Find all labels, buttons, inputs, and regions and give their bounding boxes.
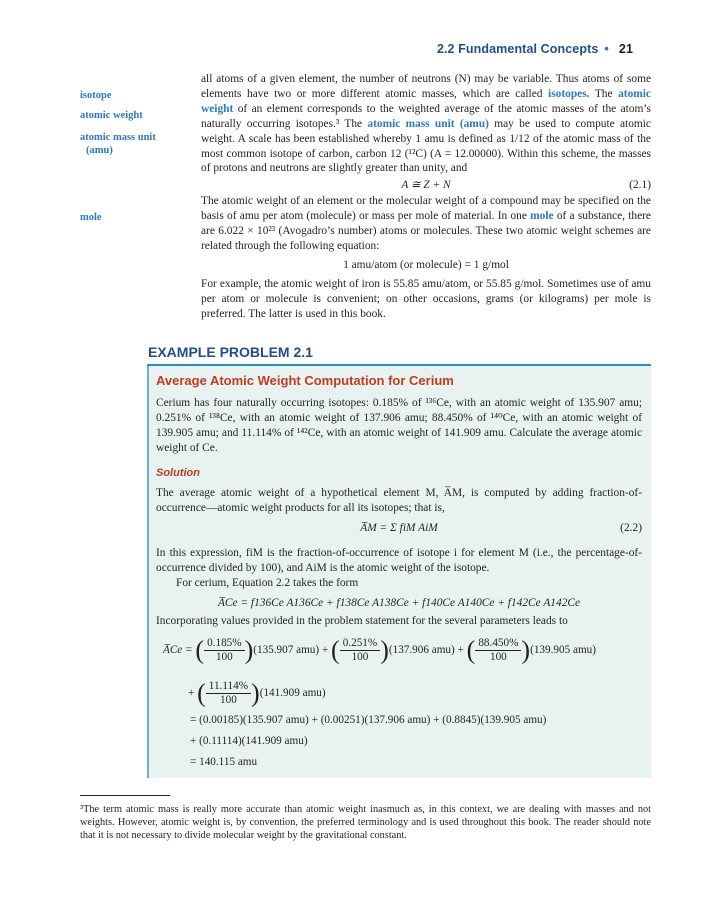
keyword-mole: mole xyxy=(530,210,554,223)
fraction-136: $\frac{0.185\%}{100}$ xyxy=(204,637,245,664)
equation-number: (2.2) xyxy=(620,521,642,534)
margin-term-amu-abbrev: (amu) xyxy=(86,145,113,156)
fraction-140: $\frac{88.450\%}{100}$ xyxy=(475,637,521,664)
solution-text-2: In this expression, fiM is the fraction-of-occurrence of isotope i for element M (i.e., the percentage-of-occurrence divided by 100), and AiM is the atomic weight of the isotope. For cerium, Equation 2.2 takes the form A̅Ce = f136Ce A136Ce + f138Ce A138Ce + f140Ce A140Ce + f142Ce A142Ce Incorporating values provided in the problem statement for the several parameters leads to xyxy=(156,547,642,627)
margin-term-amu: atomic mass unit xyxy=(80,132,156,143)
example-label: EXAMPLE PROBLEM 2.1 xyxy=(148,344,313,360)
paragraph-iron-example: For example, the atomic weight of iron is 55.85 amu/atom, or 55.85 g/mol. Sometimes use of amu per atom or molecule is convenient; on other occasions, grams (or kilograms) per mole is preferred. The latter is used in this book. xyxy=(201,277,651,320)
footnote: ³The term atomic mass is really more accurate than atomic weight inasmuch as, in this context, we are dealing with masses and not weights. However, atomic weight is, by convention, the preferred terminology and is used throughout this book. The reader should note that it is not necessary to divide molecular weight by the gravitational constant. xyxy=(80,804,651,842)
calculation-result: = 140.115 amu xyxy=(190,756,258,768)
section-title: 2.2 Fundamental Concepts xyxy=(436,42,599,56)
equation-2-2: A̅M = Σ fiM AiM (2.2) xyxy=(156,519,642,541)
equation-mole: 1 amu/atom (or molecule) = 1 g/mol xyxy=(343,258,509,271)
calculation-line-1: A̅Ce = ( $\frac{0.185\%}{100}$ )(135.907 amu) + ( $\frac{0.251\%}{100}$ )(137.906 amu) + ( $\frac{88.450\%}{100}$ )(139.905 amu) xyxy=(163,635,596,665)
page-number: 21 xyxy=(618,42,633,56)
paragraph-mole: The atomic weight of an element or the molecular weight of a compound may be specified on the basis of amu per atom (molecule) or mass per mole of material. In one mole of a substance, there are 6.022 × 10²³ (Avogadro’s number) atoms or molecules. These two atomic weight schemes are related through the following equation: xyxy=(201,195,651,253)
main-text xyxy=(201,72,651,322)
keyword-amu: atomic mass unit (amu) xyxy=(367,117,489,130)
calculation-line-2: + ( $\frac{11.114\%}{100}$ )(141.909 amu) xyxy=(188,678,326,708)
margin-term-mole: mole xyxy=(80,212,102,223)
footnote-rule xyxy=(80,795,170,796)
equation-number: (2.1) xyxy=(629,179,651,192)
keyword-atomic-weight: atomic weight xyxy=(201,87,651,115)
paragraph-isotopes: all atoms of a given element, the number of neutrons (N) may be variable. Thus atoms of some elements have two or more different atomic masses, which are called isotopes. The atomic weight of an element corresponds to the weighted average of the atomic masses of the atom’s naturally occurring isotopes.³ The atomic mass unit (amu) may be used to compute atomic weight. A scale has been established whereby 1 amu is defined as 1/12 of the atomic mass of the most common isotope of carbon, carbon 12 (¹²C) (A = 12.00000). Within this scheme, the masses of protons and neutrons are slightly greater than unity, and xyxy=(201,73,651,175)
margin-term-isotope: isotope xyxy=(80,90,112,101)
calculation-line-3: = (0.00185)(135.907 amu) + (0.00251)(137.906 amu) + (0.8845)(139.905 amu) xyxy=(190,714,547,726)
equation-2-1: A ≅ Z + N (2.1) xyxy=(201,176,651,194)
fraction-142: $\frac{11.114\%}{100}$ xyxy=(206,680,251,707)
solution-text-1: The average atomic weight of a hypothetical element M, A̅M, is computed by adding fraction-of-occurrence—atomic weight products for all its isotopes; that is, A̅M = Σ fiM AiM (2.2) xyxy=(156,486,642,541)
fraction-138: $\frac{0.251\%}{100}$ xyxy=(340,637,381,664)
margin-term-atomic-weight: atomic weight xyxy=(80,110,143,121)
bullet: • xyxy=(604,42,609,56)
equation-cerium: A̅Ce = f136Ce A136Ce + f138Ce A138Ce + f140Ce A140Ce + f142Ce A142Ce xyxy=(217,596,581,609)
problem-statement: Cerium has four naturally occurring isotopes: 0.185% of ¹³⁶Ce, with an atomic weight of 135.907 amu; 0.251% of ¹³⁸Ce, with an atomic weight of 137.906 amu; 88.450% of ¹⁴⁰Ce, with an atomic weight of 139.905 amu; and 11.114% of ¹⁴²Ce, with an atomic weight of 141.909 amu. Calculate the average atomic weight of Ce. xyxy=(156,397,642,454)
example-title: Average Atomic Weight Computation for Cerium xyxy=(156,373,454,388)
calculation-line-4: + (0.11114)(141.909 amu) xyxy=(190,735,308,747)
keyword-isotopes: isotopes. xyxy=(548,87,590,100)
solution-label: Solution xyxy=(156,467,200,479)
running-head xyxy=(437,42,633,56)
